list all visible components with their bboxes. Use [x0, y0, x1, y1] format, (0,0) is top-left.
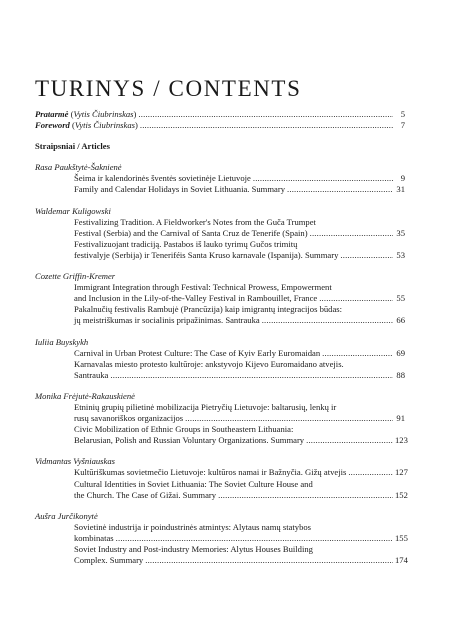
- dot-leader: [340, 250, 393, 261]
- author-name: Vidmantas Vyšniauskas: [35, 456, 115, 467]
- entry-title: Festival (Serbia) and the Carnival of Santa Cruz de Tenerife (Spain): [74, 227, 308, 238]
- entry-title: rusų savanoriškos organizacijos: [74, 413, 184, 424]
- dot-leader: [348, 467, 393, 478]
- entry-title-line: [35, 228, 405, 239]
- entry-title: festivalyje (Serbija) ir Teneriféis Santa Kruso karnavale (Ispanija). Summary: [74, 249, 339, 260]
- entry-title: kombinatas: [74, 532, 114, 543]
- page-number: 7: [400, 120, 405, 131]
- entry-title: Carnival in Urban Protest Culture: The Case of Kyiv Early Euromaidan: [74, 347, 321, 358]
- dot-leader: [253, 173, 393, 184]
- section-heading: Straipsniai / Articles: [35, 141, 110, 152]
- dot-leader: [310, 228, 393, 239]
- entry-title-line: [35, 370, 405, 381]
- page-number: 35: [396, 227, 405, 238]
- entry-title-line: [35, 532, 408, 544]
- page-number: 152: [395, 489, 408, 500]
- entry-title: Family and Calendar Holidays in Soviet Lithuania. Summary: [74, 184, 285, 195]
- entry-title-line: [35, 184, 405, 195]
- article-group: [35, 390, 408, 446]
- front-matter-entry: [35, 109, 405, 120]
- dot-leader: [185, 413, 393, 424]
- entry-title: jų meistriškumas ir socialinis pripažinimas. Santrauka: [74, 315, 260, 326]
- article-group: [35, 337, 405, 381]
- page-number: 66: [396, 315, 405, 326]
- entry-label: Pratarmė: [35, 109, 69, 119]
- author-name: Rasa Paukštytė-Šaknienė: [35, 162, 122, 173]
- dot-leader: [287, 184, 393, 195]
- dot-leader: [306, 435, 393, 446]
- entry-title: Kultūriškumas sovietmečio Lietuvoje: kultūros namai ir Bažnyčia. Gižų atvejis: [74, 467, 347, 478]
- dot-leader: [262, 315, 393, 326]
- entry-editor: Vytis Čiubrinskas: [74, 120, 135, 131]
- dot-leader: [322, 348, 393, 359]
- entry-title-line: Cultural Identities in Soviet Lithuania: The Soviet Culture House and: [74, 478, 313, 489]
- page-number: 69: [396, 347, 405, 358]
- entry-title-line: Festivalizuojant tradiciją. Pastabos iš lauko tyrimų Gučos trimitų: [74, 238, 298, 249]
- author-name: Iuliia Buyskykh: [35, 336, 89, 347]
- entry-title-line: [35, 467, 408, 478]
- entry-title-line: [35, 250, 405, 261]
- articles-list: [35, 162, 408, 566]
- article-group: [35, 162, 405, 195]
- article-group: [35, 271, 405, 326]
- front-matter: [35, 109, 405, 131]
- page-number: 174: [395, 555, 408, 566]
- entry-title: Santrauka: [74, 369, 109, 380]
- table-of-contents: [35, 109, 408, 566]
- entry-editor-open: (: [68, 109, 74, 119]
- entry-title-line: [35, 555, 408, 566]
- entry-title: Šeima ir kalendorinės šventės sovietinėje Lietuvoje: [74, 173, 251, 184]
- dot-leader: [218, 490, 393, 501]
- entry-editor-open: (: [69, 120, 75, 131]
- entry-title-line: [35, 293, 405, 304]
- dot-leader: [145, 555, 393, 566]
- author-name: Monika Frėjutė-Rakauskienė: [35, 390, 135, 401]
- entry-title-line: Pakalnučių festivalis Rambujė (Prancūzija) kaip imigrantų integracijos būdas:: [74, 304, 343, 315]
- article-group: [35, 510, 408, 566]
- entry-editor-close: ): [134, 120, 138, 131]
- entry-title-line: Festivalizing Tradition. A Fieldworker's Notes from the Guča Trumpet: [74, 216, 316, 227]
- dot-leader: [140, 120, 393, 131]
- entry-title-line: [35, 489, 408, 501]
- dot-leader: [319, 293, 393, 304]
- article-group: [35, 456, 408, 500]
- entry-title-line: [35, 173, 405, 184]
- entry-title: and Inclusion in the Lily-of-the-Valley Festival in Rambouillet, France: [74, 293, 318, 304]
- entry-title-line: [35, 435, 408, 446]
- entry-title-line: [35, 413, 405, 424]
- entry-title: [35, 109, 136, 120]
- entry-editor-close: ): [133, 109, 137, 119]
- page-title: TURINYS / CONTENTS: [35, 76, 302, 101]
- front-matter-entry: [35, 120, 405, 131]
- entry-title-line: Civic Mobilization of Ethnic Groups in Southeastern Lithuania:: [74, 424, 294, 435]
- page-number: 9: [400, 173, 405, 184]
- entry-title-line: [35, 315, 405, 326]
- page-number: 53: [396, 249, 405, 260]
- entry-editor: Vytis Čiubrinskas: [73, 109, 134, 119]
- article-group: [35, 206, 405, 261]
- entry-title: the Church. The Case of Gižai. Summary: [74, 489, 217, 500]
- author-name: Aušra Jurčikonytė: [35, 510, 98, 521]
- entry-title-line: [35, 348, 405, 359]
- entry-title-line: Sovietinė industrija ir poindustrinės atmintys: Alytaus namų statybos: [74, 521, 312, 532]
- entry-title-line: Immigrant Integration through Festival: Technical Prowess, Empowerment: [74, 282, 332, 293]
- page-number: 123: [395, 435, 408, 446]
- author-name: Cozette Griffin-Kremer: [35, 271, 116, 282]
- entry-label: Foreword: [35, 120, 70, 131]
- page-number: 5: [400, 109, 405, 119]
- dot-leader: [110, 370, 393, 381]
- entry-title: [35, 120, 138, 131]
- entry-title-line: Karnavalas miesto protesto kultūroje: ankstyvojo Kijevo Euromaidano atvejis.: [74, 358, 344, 369]
- entry-title: Belarusian, Polish and Russian Voluntary Organizations. Summary: [74, 435, 305, 446]
- page-number: 155: [395, 532, 408, 543]
- page-number: 31: [396, 184, 405, 195]
- entry-title-line: Etninių grupių pilietinė mobilizacija Pietryčių Lietuvoje: baltarusių, lenkų ir: [74, 401, 337, 412]
- page-number: 88: [396, 369, 405, 380]
- entry-title-line: Soviet Industry and Post-industry Memories: Alytus Houses Building: [74, 544, 313, 554]
- author-name: Waldemar Kuligowski: [35, 205, 111, 216]
- page-number: 91: [396, 413, 405, 424]
- dot-leader: [116, 533, 393, 544]
- dot-leader: [138, 109, 393, 120]
- page-number: 55: [396, 293, 405, 304]
- entry-title: Complex. Summary: [74, 555, 144, 566]
- page-number: 127: [395, 467, 408, 478]
